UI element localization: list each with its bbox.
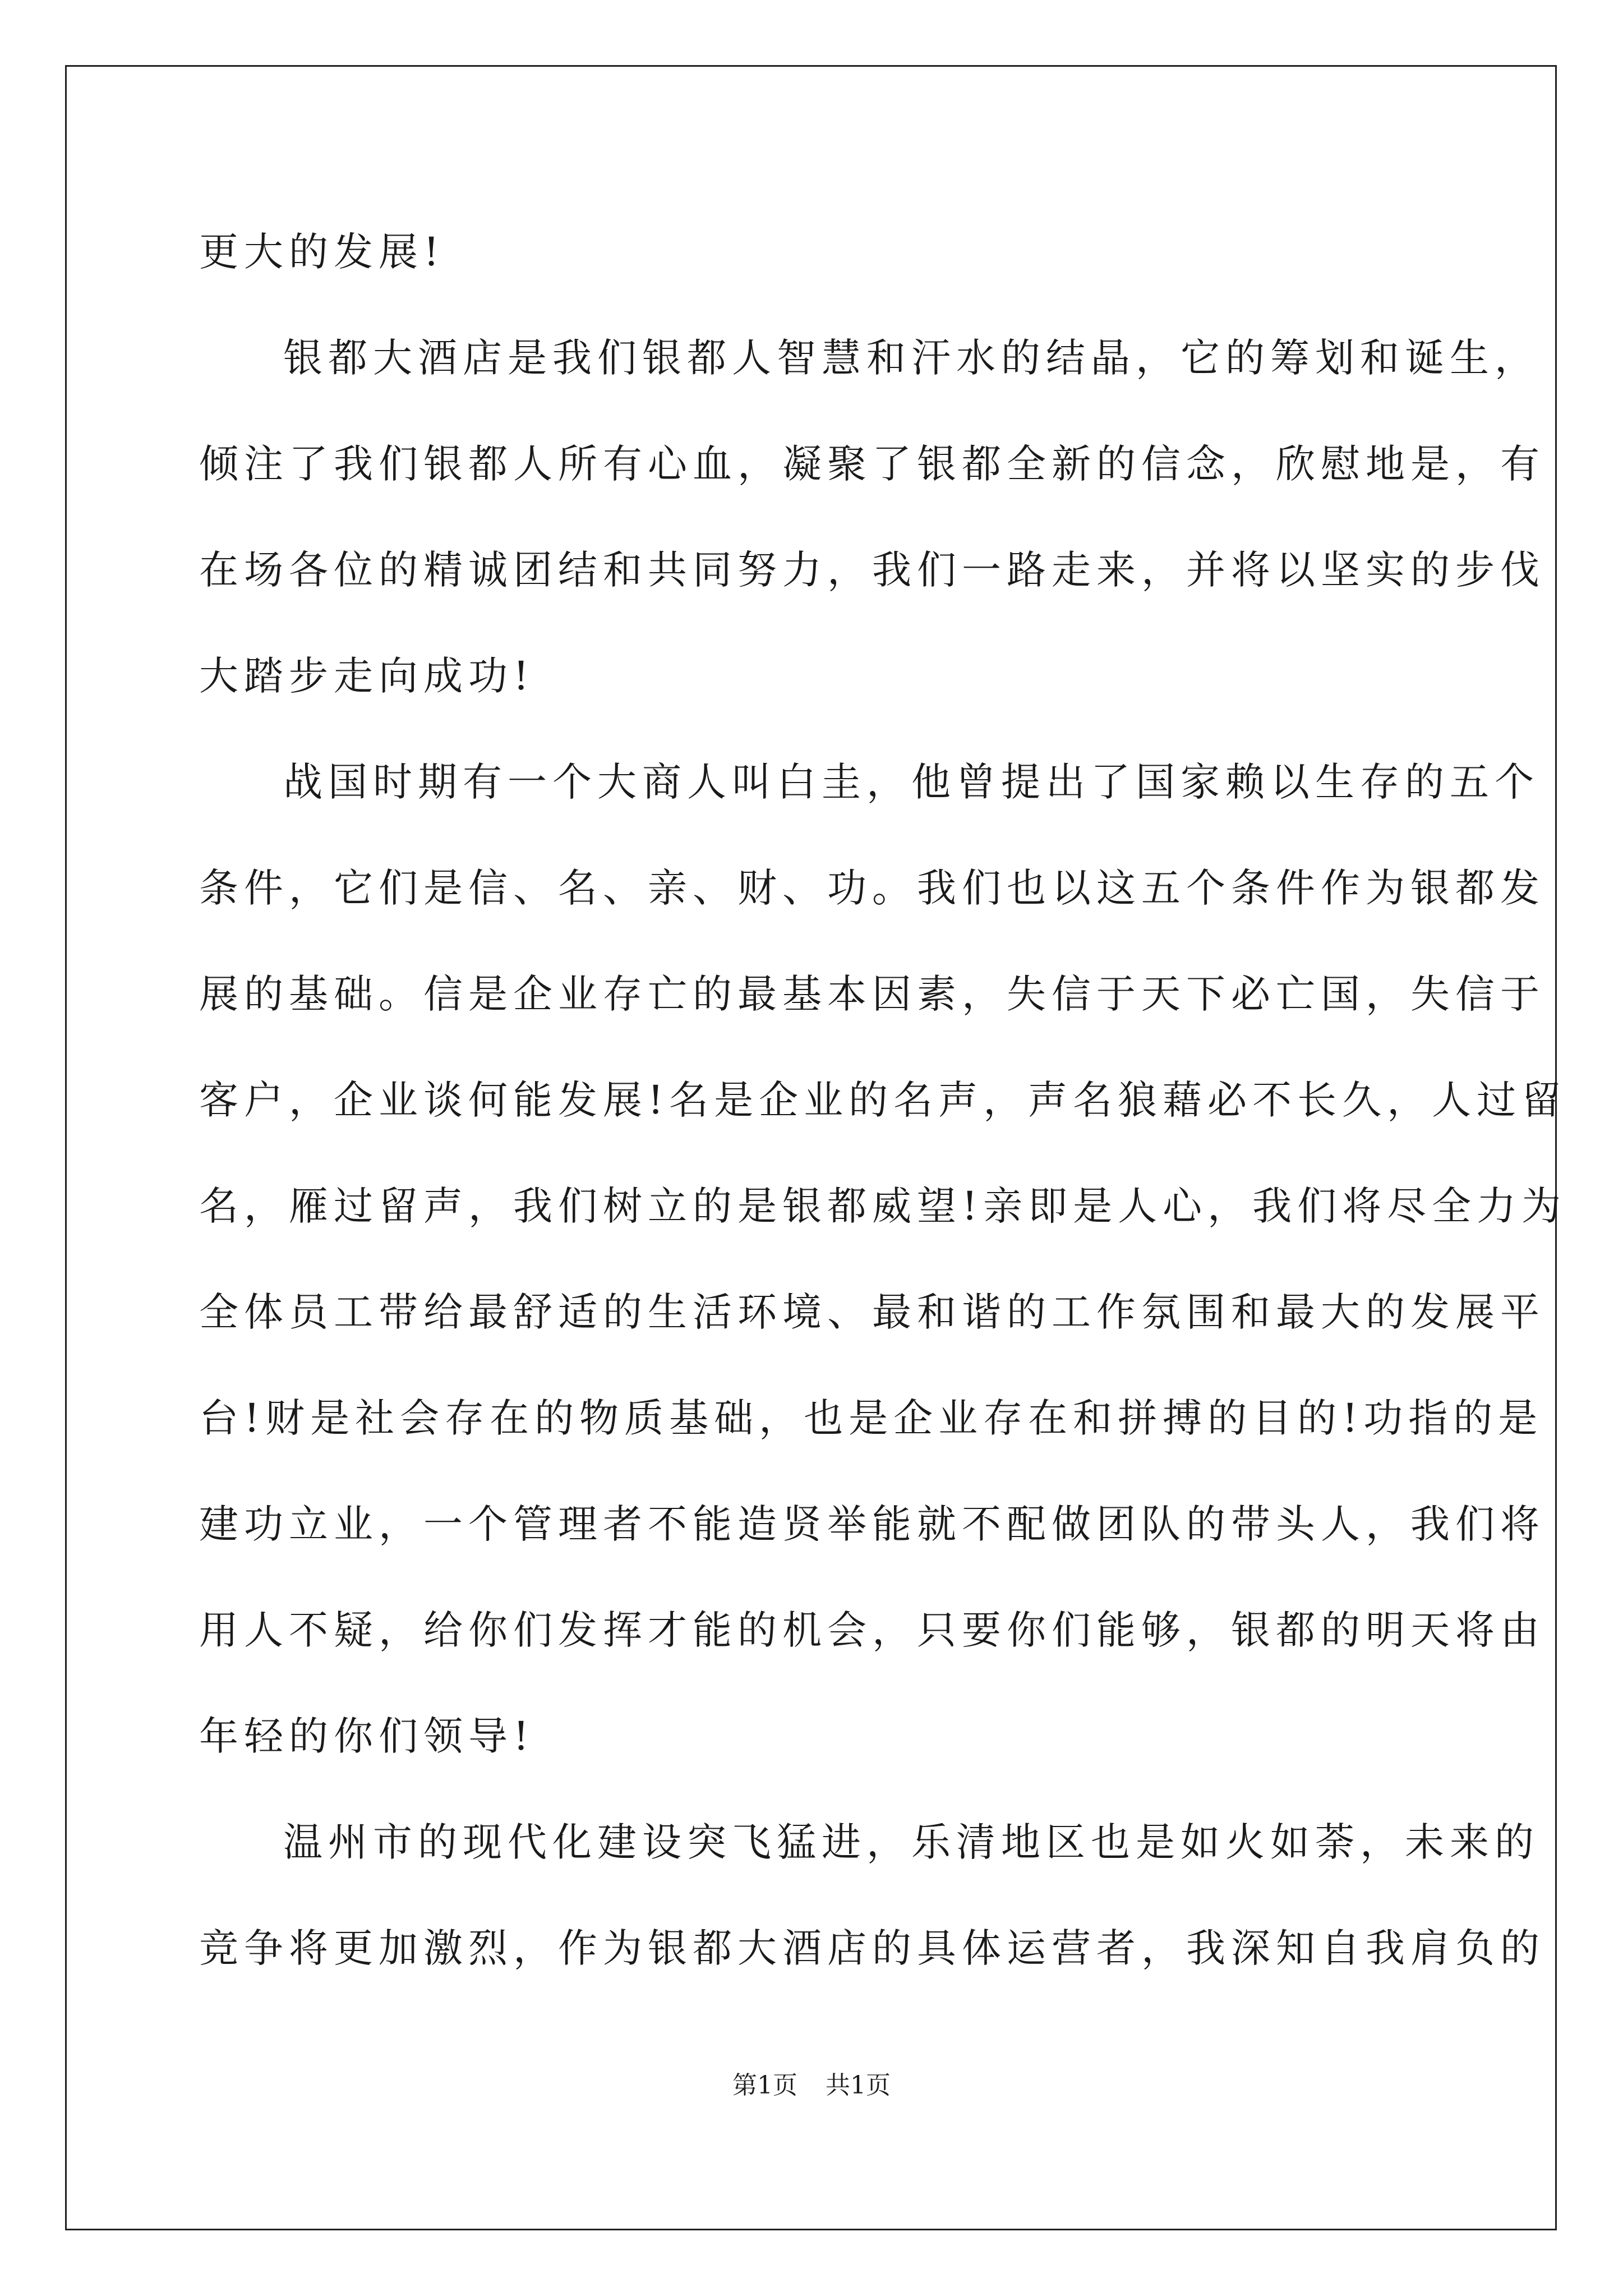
page-footer [0, 2069, 1623, 2102]
text-line: 展的基础。信是企业存亡的最基本因素，失信于天下必亡国，失信于 [199, 971, 1545, 1017]
paragraph-first-line: 银都大酒店是我们银都人智慧和汗水的结晶，它的筹划和诞生， [283, 335, 1539, 381]
paragraph-first-line: 战国时期有一个大商人叫白圭，他曾提出了国家赖以生存的五个 [283, 759, 1539, 805]
text-line: 用人不疑，给你们发挥才能的机会，只要你们能够，银都的明天将由 [199, 1607, 1545, 1653]
text-line: 竞争将更加激烈，作为银都大酒店的具体运营者，我深知自我肩负的 [199, 1925, 1545, 1971]
paragraph-first-line: 温州市的现代化建设突飞猛进，乐清地区也是如火如荼，未来的 [283, 1819, 1539, 1865]
text-line: 大踏步走向成功! [199, 653, 535, 699]
document-body [199, 215, 1567, 2018]
text-line: 在场各位的精诚团结和共同努力，我们一路走来，并将以坚实的步伐 [199, 547, 1545, 593]
text-line: 名，雁过留声，我们树立的是银都威望!亲即是人心，我们将尽全力为 [199, 1183, 1567, 1229]
text-line: 条件，它们是信、名、亲、财、功。我们也以这五个条件作为银都发 [199, 865, 1545, 911]
page-number-current: 第1页 [732, 2071, 797, 2100]
text-line: 年轻的你们领导! [199, 1713, 535, 1759]
text-line: 倾注了我们银都人所有心血，凝聚了银都全新的信念，欣慰地是，有 [199, 441, 1545, 487]
text-line: 客户，企业谈何能发展!名是企业的名声，声名狼藉必不长久，人过留 [199, 1077, 1567, 1123]
text-line: 台!财是社会存在的物质基础，也是企业存在和拼搏的目的!功指的是 [199, 1395, 1543, 1441]
text-line: 建功立业，一个管理者不能造贤举能就不配做团队的带头人，我们将 [199, 1501, 1545, 1547]
page-number-total: 共1页 [826, 2071, 891, 2100]
text-line: 全体员工带给最舒适的生活环境、最和谐的工作氛围和最大的发展平 [199, 1289, 1545, 1335]
text-line: 更大的发展! [199, 229, 445, 275]
